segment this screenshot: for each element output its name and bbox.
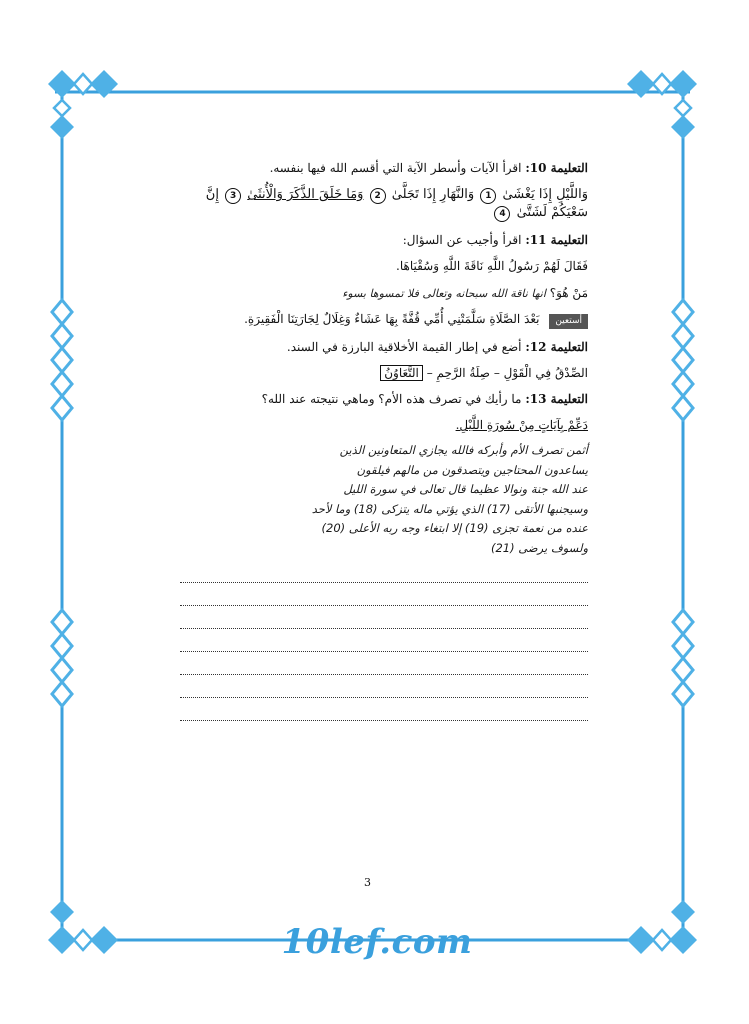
verse-a: وَاللَّيْلِ إِذَا يَغْشَىٰ bbox=[502, 187, 588, 203]
handwritten-line: ولسوف يرضى (21) bbox=[490, 540, 588, 555]
verse-b: وَالنَّهَارِ إِذَا تَجَلَّىٰ bbox=[391, 187, 475, 203]
story-text: بَعْدَ الصَّلَاةِ سَلَّمَتْنِي أُمِّي قُفَّةً بِهَا عَشَاءٌ وَغِلَالٌ لِجَارَتِنَا الْفَقِيرَةِ. bbox=[244, 312, 540, 327]
instruction-11 bbox=[180, 232, 588, 248]
instruction-13-text: ما رأيك في تصرف هذه الأم؟ وماهي نتيجته عند الله؟ bbox=[261, 391, 522, 406]
handwritten-line: عنده من نعمة تجزى (19) إلا ابتغاء وجه ربه الأعلى (20) bbox=[321, 521, 588, 536]
instruction-10-text: اقرأ الآيات وأسطر الآية التي أقسم الله فيها بنفسه. bbox=[269, 161, 522, 175]
verse-c-underlined: وَمَا خَلَقَ الذَّكَرَ وَالْأُنثَىٰ bbox=[247, 187, 364, 203]
handwritten-line: أثمن تصرف الأم وأبركه فالله يجازي المتعاونين الذين bbox=[339, 443, 588, 458]
diamond-ornament-icon bbox=[90, 926, 118, 954]
instruction-11-text: اقرأ وأجيب عن السؤال: bbox=[402, 233, 522, 248]
question-answer bbox=[180, 285, 588, 302]
dotted-line bbox=[180, 698, 588, 721]
option-separator: – bbox=[493, 365, 500, 380]
handwritten-answer-short: انها ناقة الله سبحانه وتعالى فلا تمسوها بسوء bbox=[342, 286, 546, 300]
diamond-ornament-icon bbox=[671, 900, 695, 924]
verse-number-1: 1 bbox=[480, 188, 496, 204]
watermark-logo: 10lef.com bbox=[281, 922, 473, 962]
verse-number-2: 2 bbox=[370, 188, 386, 204]
verse-d: إِنَّ سَعْيَكُمْ لَشَتَّىٰ bbox=[205, 187, 588, 221]
story-passage bbox=[180, 311, 588, 328]
handwritten-line: يساعدون المحتاجين ويتصدقون من مالهم فيلقون bbox=[356, 462, 588, 477]
instruction-10-heading: التعليمة 10: bbox=[525, 161, 588, 175]
section-tag: أستعين bbox=[549, 314, 588, 328]
diamond-ornament-icon bbox=[671, 115, 695, 139]
dotted-line bbox=[180, 629, 588, 652]
handwritten-line: وسيجنبها الأتقى (17) الذي يؤتي ماله يتزكى (18) وما لأحد bbox=[311, 501, 588, 516]
verse-quote: فَقَالَ لَهُمْ رَسُولُ اللَّهِ نَاقَةَ اللَّهِ وَسُقْيَاهَا. bbox=[396, 259, 588, 274]
diamond-ornament-icon bbox=[48, 70, 76, 98]
instruction-11-heading: التعليمة 11: bbox=[525, 233, 588, 248]
verse-number-3: 3 bbox=[225, 188, 241, 204]
support-instruction: دَعِّمْ بِآيَاتٍ مِنْ سُورَةِ اللَّيْلِ. bbox=[455, 418, 588, 433]
dotted-line bbox=[180, 675, 588, 698]
handwritten-line: عند الله جنة ونوالا عظيما قال تعالى في سورة الليل bbox=[343, 482, 588, 497]
instruction-12 bbox=[180, 339, 588, 355]
diamond-ornament-icon bbox=[50, 115, 74, 139]
dotted-line bbox=[180, 652, 588, 675]
diamond-ornament-icon bbox=[627, 70, 655, 98]
page-number: 3 bbox=[364, 876, 371, 889]
diamond-ornament-icon bbox=[669, 926, 697, 954]
option-separator: – bbox=[426, 365, 433, 380]
diamond-ornament-icon bbox=[48, 926, 76, 954]
option-kinship: صِلَةُ الرَّحِمِ bbox=[436, 365, 490, 380]
question: مَنْ هُوَ؟ bbox=[549, 285, 588, 300]
instruction-13-heading: التعليمة 13: bbox=[525, 391, 588, 406]
diamond-ornament-icon bbox=[669, 70, 697, 98]
instruction-13 bbox=[180, 391, 588, 407]
diamond-ornament-icon bbox=[627, 926, 655, 954]
dotted-line bbox=[180, 606, 588, 629]
instruction-10 bbox=[180, 160, 588, 176]
verses-block bbox=[180, 186, 588, 222]
option-cooperation-framed: التَّعَاوُنُ bbox=[380, 365, 423, 381]
instruction-12-text: أضع في إطار القيمة الأخلاقية البارزة في السند. bbox=[286, 339, 522, 354]
diamond-ornament-icon bbox=[50, 900, 74, 924]
option-honesty: الصِّدْقُ فِي الْقَوْلِ bbox=[503, 365, 588, 380]
dotted-line bbox=[180, 583, 588, 606]
instruction-12-heading: التعليمة 12: bbox=[525, 339, 588, 354]
handwritten-answer bbox=[180, 443, 588, 556]
values-options bbox=[180, 365, 588, 381]
dotted-line bbox=[180, 560, 588, 583]
worksheet-content bbox=[180, 160, 588, 721]
blank-answer-lines bbox=[180, 560, 588, 721]
verse-number-4: 4 bbox=[494, 206, 510, 222]
diamond-ornament-icon bbox=[90, 70, 118, 98]
